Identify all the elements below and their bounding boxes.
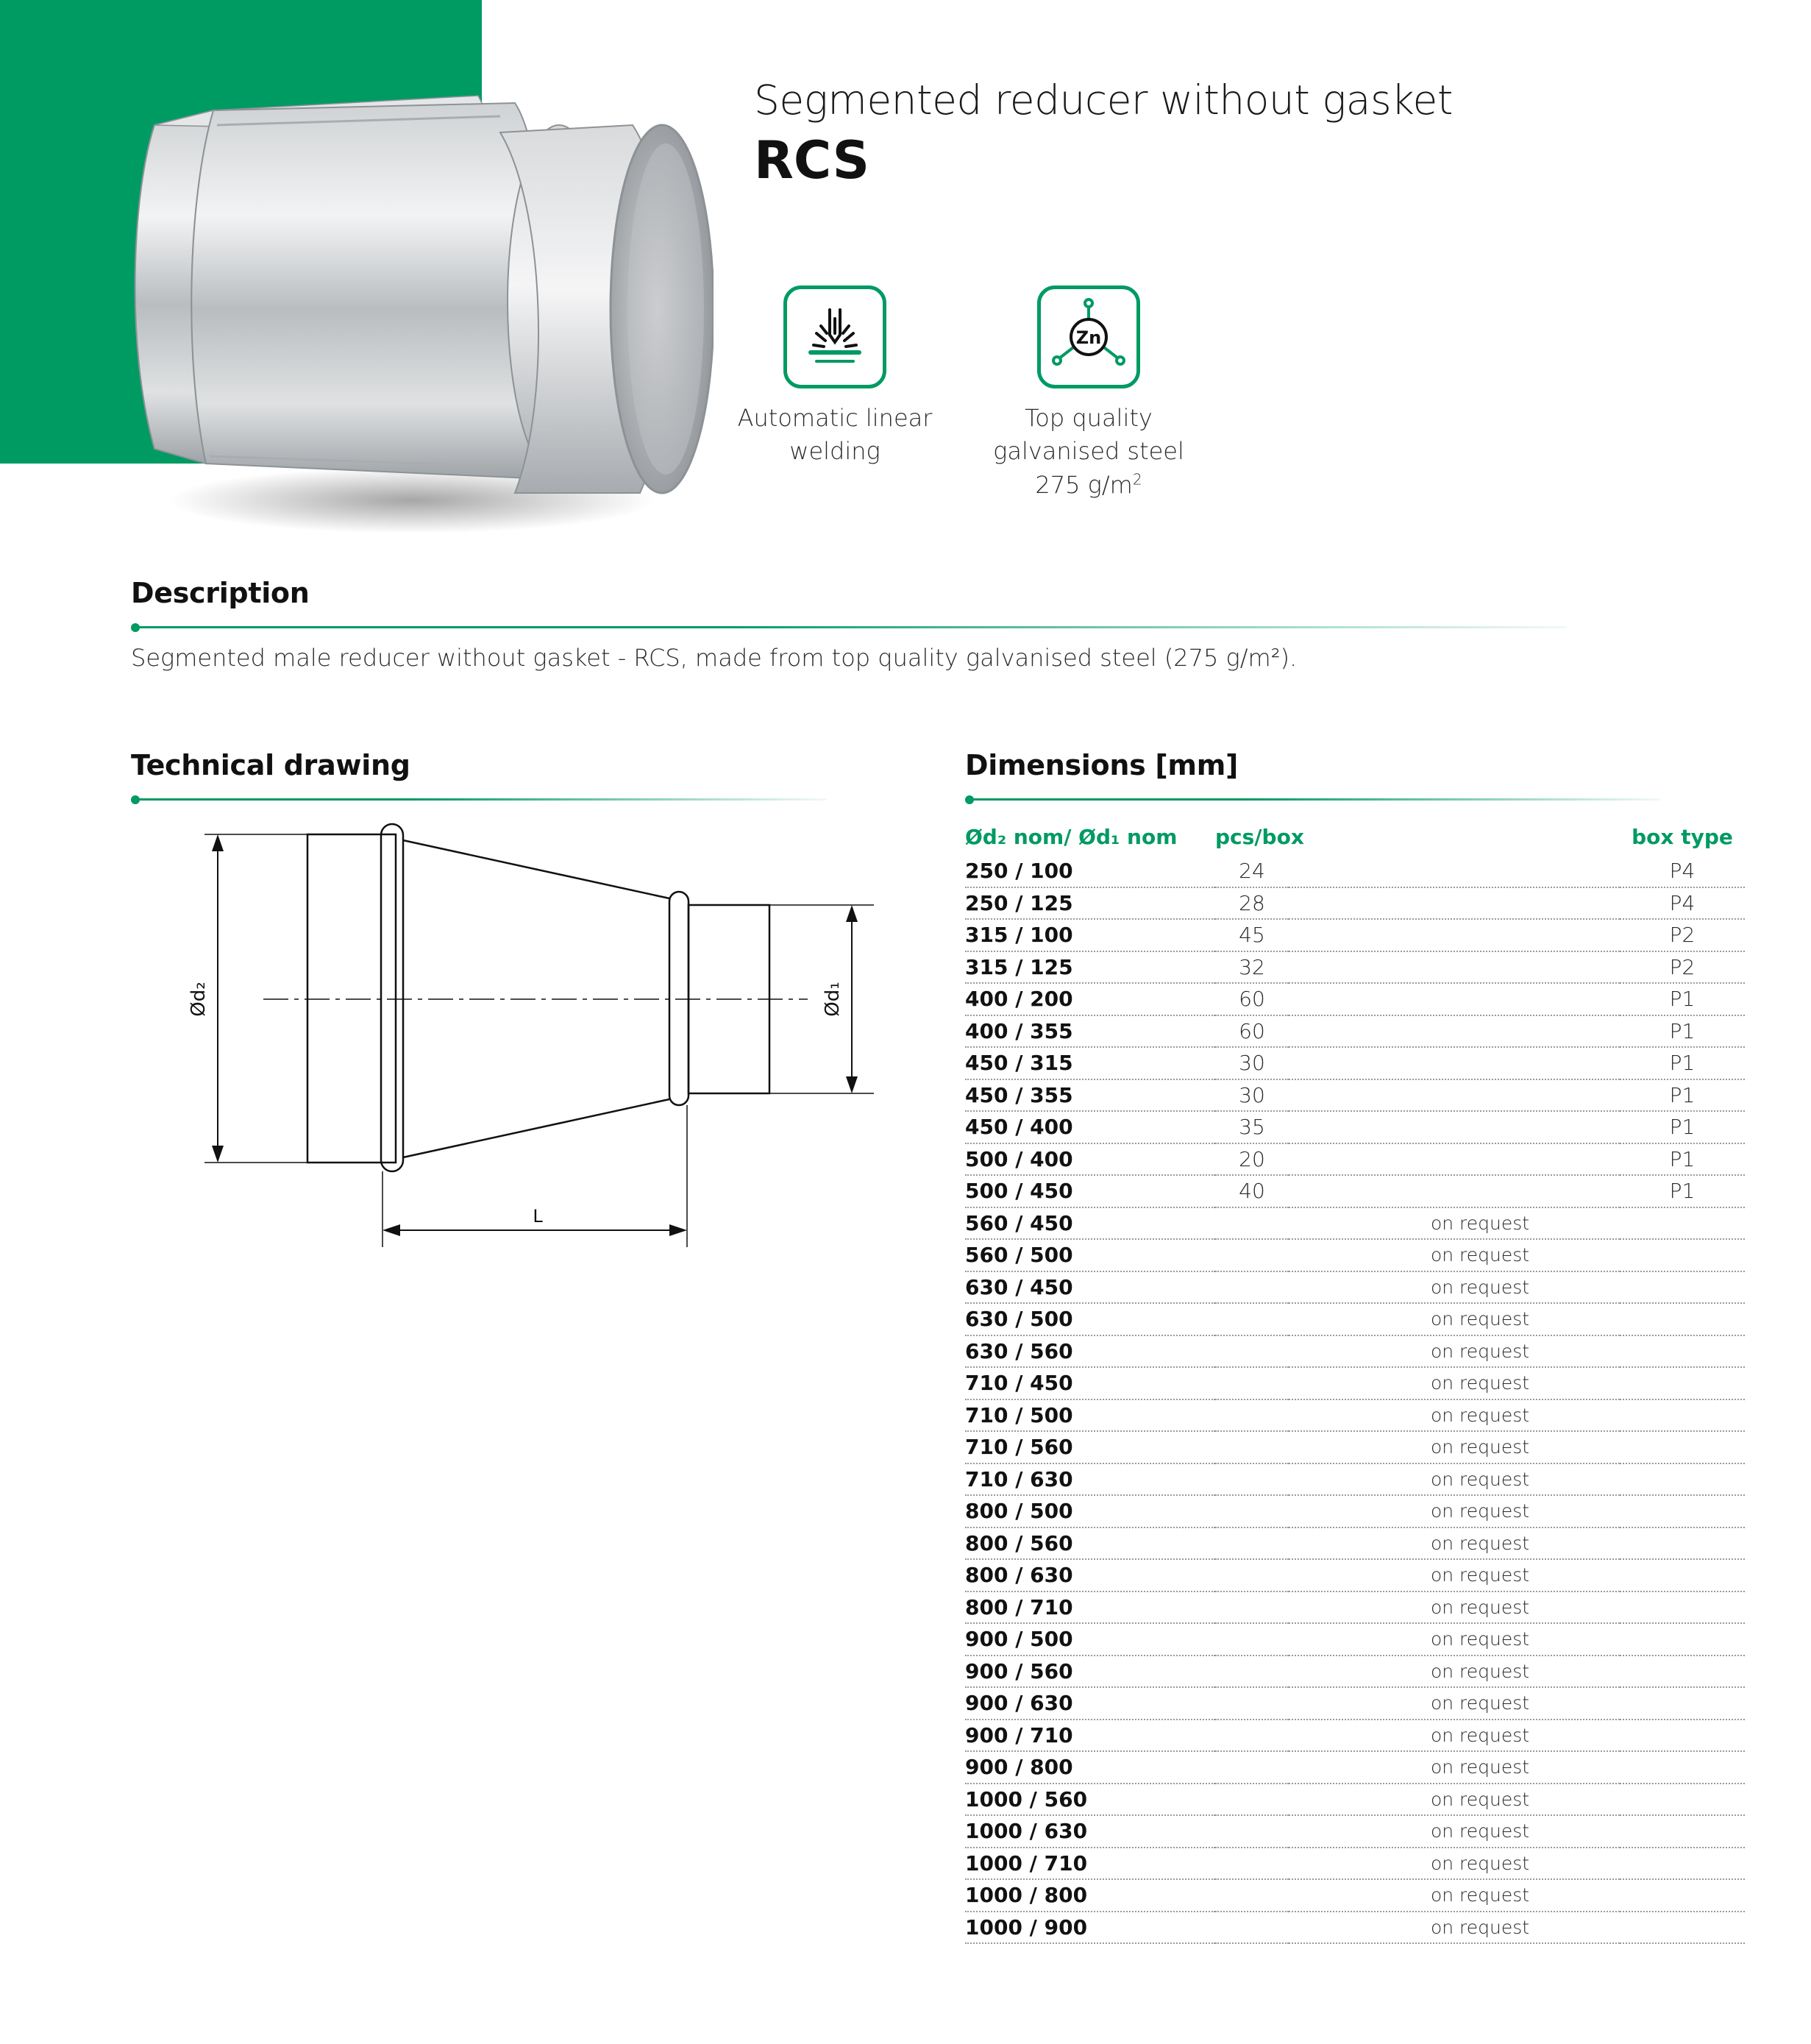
table-row [965, 1143, 1745, 1176]
spacer-cell [1289, 887, 1620, 920]
pcs-cell: 60 [1215, 1015, 1289, 1048]
section-underline [135, 626, 1567, 628]
spacer-cell [1289, 1175, 1620, 1207]
availability-cell: on request [1215, 1431, 1745, 1463]
unit-exponent: 2 [1132, 470, 1142, 489]
table-row [965, 1559, 1745, 1591]
spacer-cell [1289, 1143, 1620, 1176]
diameter-cell: 250 / 100 [965, 855, 1215, 887]
pcs-cell: 28 [1215, 887, 1289, 920]
diameter-cell: 400 / 200 [965, 983, 1215, 1015]
diameter-cell: 250 / 125 [965, 887, 1215, 920]
availability-cell: on request [1215, 1687, 1745, 1720]
diameter-cell: 630 / 560 [965, 1335, 1215, 1368]
availability-cell: on request [1215, 1207, 1745, 1240]
table-row [965, 983, 1745, 1015]
welding-icon [783, 285, 886, 388]
spacer-cell [1289, 919, 1620, 951]
availability-cell: on request [1215, 1815, 1745, 1848]
table-row [965, 1111, 1745, 1143]
dimensions-table-body [965, 855, 1745, 1943]
diameter-cell: 710 / 500 [965, 1399, 1215, 1432]
feature-label-line: Top quality [1025, 404, 1153, 432]
availability-cell: on request [1215, 1399, 1745, 1432]
availability-cell: on request [1215, 1303, 1745, 1335]
availability-cell: on request [1215, 1720, 1745, 1752]
table-row [965, 855, 1745, 887]
diameter-cell: 800 / 710 [965, 1591, 1215, 1624]
box-type-cell: P1 [1620, 1111, 1745, 1143]
availability-cell: on request [1215, 1463, 1745, 1496]
section-underline [135, 798, 827, 801]
feature-label-line [964, 469, 1214, 502]
table-row [965, 1720, 1745, 1752]
product-subtitle: Segmented reducer without gasket [754, 77, 1453, 124]
availability-cell: on request [1215, 1879, 1745, 1912]
box-type-cell: P1 [1620, 1143, 1745, 1176]
diameter-cell: 900 / 560 [965, 1656, 1215, 1688]
table-row [965, 1463, 1745, 1496]
spacer-cell [1289, 983, 1620, 1015]
zinc-coating-icon [1037, 285, 1140, 388]
box-type-cell: P1 [1620, 983, 1745, 1015]
availability-cell: on request [1215, 1335, 1745, 1368]
table-row [965, 1848, 1745, 1880]
pcs-cell: 32 [1215, 951, 1289, 984]
diameter-cell: 710 / 450 [965, 1367, 1215, 1399]
feature-galvanised [964, 285, 1214, 502]
diameter-cell: 315 / 100 [965, 919, 1215, 951]
d2-label: Ød₂ [188, 982, 210, 1017]
availability-cell: on request [1215, 1559, 1745, 1591]
description-text: Segmented male reducer without gasket - RCS, made from top quality galvanised steel (275 g/m²). [131, 644, 1298, 672]
diameter-cell: 1000 / 710 [965, 1848, 1215, 1880]
diameter-cell: 800 / 560 [965, 1527, 1215, 1560]
diameter-cell: 900 / 500 [965, 1623, 1215, 1656]
table-row [965, 1591, 1745, 1624]
box-type-cell: P4 [1620, 855, 1745, 887]
column-header-box-type: box type [1632, 824, 1733, 849]
table-row [965, 1879, 1745, 1912]
table-row [965, 1175, 1745, 1207]
diameter-cell: 400 / 355 [965, 1015, 1215, 1048]
availability-cell: on request [1215, 1527, 1745, 1560]
pcs-cell: 35 [1215, 1111, 1289, 1143]
table-row [965, 1399, 1745, 1432]
pcs-cell: 24 [1215, 855, 1289, 887]
spacer-cell [1289, 855, 1620, 887]
table-row [965, 1623, 1745, 1656]
pcs-cell: 45 [1215, 919, 1289, 951]
technical-drawing [131, 820, 896, 1262]
table-row [965, 1687, 1745, 1720]
table-row [965, 919, 1745, 951]
diameter-cell: 500 / 450 [965, 1175, 1215, 1207]
box-type-cell: P2 [1620, 951, 1745, 984]
pcs-cell: 30 [1215, 1079, 1289, 1112]
diameter-cell: 710 / 630 [965, 1463, 1215, 1496]
pcs-cell: 60 [1215, 983, 1289, 1015]
column-header-pcs: pcs/box [1215, 824, 1304, 849]
availability-cell: on request [1215, 1912, 1745, 1944]
table-row [965, 1656, 1745, 1688]
diameter-cell: 560 / 500 [965, 1239, 1215, 1271]
dimensions-heading: Dimensions [mm] [965, 749, 1239, 781]
diameter-cell: 630 / 450 [965, 1271, 1215, 1304]
box-type-cell: P1 [1620, 1047, 1745, 1079]
section-underline [969, 798, 1661, 801]
diameter-cell: 450 / 400 [965, 1111, 1215, 1143]
box-type-cell: P2 [1620, 919, 1745, 951]
description-heading: Description [131, 577, 310, 609]
feature-label-line: welding [789, 437, 880, 466]
diameter-cell: 560 / 450 [965, 1207, 1215, 1240]
table-row [965, 1431, 1745, 1463]
availability-cell: on request [1215, 1495, 1745, 1527]
table-row [965, 1207, 1745, 1240]
zinc-symbol: Zn [1075, 327, 1102, 348]
availability-cell: on request [1215, 1591, 1745, 1624]
diameter-cell: 900 / 800 [965, 1751, 1215, 1784]
box-type-cell: P1 [1620, 1079, 1745, 1112]
spacer-cell [1289, 1111, 1620, 1143]
availability-cell: on request [1215, 1784, 1745, 1816]
title-block [754, 77, 1710, 191]
pcs-cell: 30 [1215, 1047, 1289, 1079]
table-row [965, 1784, 1745, 1816]
product-code: RCS [754, 130, 869, 191]
table-row [965, 1367, 1745, 1399]
d1-label: Ød₁ [822, 982, 844, 1017]
availability-cell: on request [1215, 1848, 1745, 1880]
table-row [965, 1912, 1745, 1944]
table-header-row [965, 818, 1745, 855]
diameter-cell: 315 / 125 [965, 951, 1215, 984]
feature-label-line: galvanised steel [993, 437, 1184, 466]
feature-label-line: Automatic linear [737, 404, 933, 432]
diameter-cell: 800 / 500 [965, 1495, 1215, 1527]
coating-weight: 275 g/m [1035, 470, 1133, 499]
pcs-cell: 40 [1215, 1175, 1289, 1207]
table-row [965, 1495, 1745, 1527]
product-photo [103, 81, 714, 552]
availability-cell: on request [1215, 1367, 1745, 1399]
spacer-cell [1289, 1079, 1620, 1112]
diameter-cell: 500 / 400 [965, 1143, 1215, 1176]
table-row [965, 1335, 1745, 1368]
box-type-cell: P1 [1620, 1175, 1745, 1207]
table-row [965, 887, 1745, 920]
table-row [965, 1751, 1745, 1784]
diameter-cell: 900 / 630 [965, 1687, 1215, 1720]
feature-welding [710, 285, 960, 469]
availability-cell: on request [1215, 1751, 1745, 1784]
technical-drawing-heading: Technical drawing [131, 749, 410, 781]
table-row [965, 951, 1745, 984]
spacer-cell [1289, 1047, 1620, 1079]
diameter-cell: 1000 / 630 [965, 1815, 1215, 1848]
availability-cell: on request [1215, 1239, 1745, 1271]
table-row [965, 1047, 1745, 1079]
availability-cell: on request [1215, 1623, 1745, 1656]
table-row [965, 1815, 1745, 1848]
pcs-cell: 20 [1215, 1143, 1289, 1176]
table-row [965, 1271, 1745, 1304]
availability-cell: on request [1215, 1271, 1745, 1304]
diameter-cell: 800 / 630 [965, 1559, 1215, 1591]
column-header-diameter: Ød₂ nom/ Ød₁ nom [965, 824, 1178, 849]
diameter-cell: 450 / 315 [965, 1047, 1215, 1079]
column-header-spacer [1289, 818, 1620, 855]
box-type-cell: P1 [1620, 1015, 1745, 1048]
diameter-cell: 1000 / 900 [965, 1912, 1215, 1944]
diameter-cell: 1000 / 560 [965, 1784, 1215, 1816]
length-label: L [533, 1206, 543, 1227]
table-row [965, 1239, 1745, 1271]
table-row [965, 1303, 1745, 1335]
box-type-cell: P4 [1620, 887, 1745, 920]
diameter-cell: 630 / 500 [965, 1303, 1215, 1335]
diameter-cell: 900 / 710 [965, 1720, 1215, 1752]
spacer-cell [1289, 1015, 1620, 1048]
availability-cell: on request [1215, 1656, 1745, 1688]
table-row [965, 1079, 1745, 1112]
diameter-cell: 1000 / 800 [965, 1879, 1215, 1912]
diameter-cell: 710 / 560 [965, 1431, 1215, 1463]
table-row [965, 1527, 1745, 1560]
diameter-cell: 450 / 355 [965, 1079, 1215, 1112]
spacer-cell [1289, 951, 1620, 984]
table-row [965, 1015, 1745, 1048]
dimensions-table [965, 818, 1745, 1944]
